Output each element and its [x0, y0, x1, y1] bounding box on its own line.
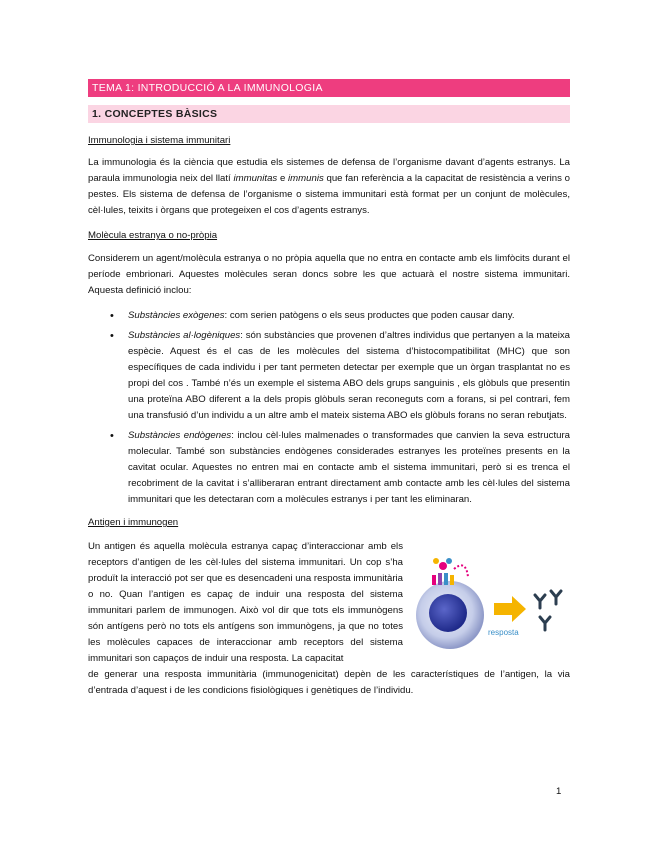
p1-text-c: que fan referència a la capacitat de resistència a verins o pestes. Els sistema de defensa de l’organisme o sistema immunitari està format per un conjunt de molècules, cèl·lules, teixits i òrgans que protegeixen el cos d’agents estranys. [88, 173, 570, 216]
paragraph-immunology [88, 155, 570, 219]
receptor-icon [432, 558, 468, 585]
paragraph-antigen: Un antigen és aquella molècula estranya capaç d’interaccionar amb els receptors d’antigen de les cèl·lules del sistema immunitari. Un cop s’ha produït la interacció pot ser que es desencadeni una resposta immunitària o no. Quan l’antigen es capaç de induir una resposta del sistema immunitari parlem de immunogen. Això vol dir que tots els immunògens són antígens però no tots els antígens son immunògens, ja que no totes les molècules capaces de interaccionar amb receptors del sistema immunitari son capaços de induir una resposta. La capacitat [88, 541, 403, 664]
substance-list [110, 308, 570, 512]
p1-latin-term-1: immunitas [233, 173, 278, 184]
section-heading: 1. CONCEPTES BÀSICS [88, 105, 570, 123]
heading-foreign-molecule: Molècula estranya o no-pròpia [88, 230, 218, 241]
list-item [110, 428, 570, 508]
arrow-icon [494, 596, 526, 622]
heading-immunology: Immunologia i sistema immunitari [88, 135, 231, 146]
immune-response-figure [410, 553, 570, 651]
p1-text-a: La immunologia és la ciència que estudia els sistemes de defensa de l’organisme davant d’agents estranys. La paraula immunologia neix del llatí [88, 157, 570, 184]
heading-antigen: Antigen i immunogen [88, 517, 179, 528]
list-item [110, 328, 570, 424]
antibody-icons [535, 591, 561, 630]
p1-latin-term-2: immunis [288, 173, 324, 184]
paragraph-foreign-molecule: Considerem un agent/molècula estranya o no pròpia aquella que no entra en contacte amb els limfòcits durant el període embrionari. Aquestes molècules seran doncs sobre les que actuarà el nostre sistema immunitari. Aquesta definició inclou: [88, 253, 570, 296]
response-label: resposta [488, 628, 519, 637]
list-item [110, 308, 570, 324]
nucleus-icon [429, 594, 467, 632]
list-item-text: : són substàncies que provenen d’altres individus que pertanyen a la mateixa espècie. Aquest és el cas de les molècules del sistema d’histocompatibilitat (MHC) que son específiques de cada individu i per tant permeten detectar per exemple que un òrgan trasplantat no es propi del cos . També n’és un exemple el sistema ABO dels grups sanguinis , els glòbuls que presentin una proteïna ABO diferent a la dels propis glòbuls seran reconeguts com a forans, si pel contrari, fem una transfusió d’un individu a un altre amb el mateix sistema ABO els glòbuls forans no seran rebutjats. [128, 330, 570, 421]
list-item-term: Substàncies al·logèniques [128, 330, 241, 341]
list-item-text: : com serien patògens o els seus productes que poden causar dany. [224, 310, 515, 321]
list-item-term: Substàncies exògenes [128, 310, 225, 321]
list-item-term: Substàncies endògenes [128, 430, 232, 441]
chapter-title: TEMA 1: INTRODUCCIÓ A LA IMMUNOLOGIA [88, 79, 570, 97]
list-item-text: : inclou cèl·lules malmenades o transformades que canvien la seva estructura molecular. També son substàncies endògenes considerades estranyes les proteïnes presents en la cavitat ocular. Aquestes no entren mai en contacte amb el sistema immunitari, però si es trenca el recobriment de la cavitat i s’alliberaran entrant directament amb contacte amb les cèl·lules del sistema immunitari que les detectaran com a molècules estranys i per tant les eliminaran. [128, 430, 570, 505]
p1-text-b: e [277, 173, 289, 184]
page-number: 1 [556, 786, 562, 797]
paragraph-antigen-continued: de generar una resposta immunitària (immunogenicitat) depèn de les característiques de l’antigen, la via d’entrada d’aquest i de les condicions fisiològiques i genètiques de l’individu. [88, 669, 570, 696]
